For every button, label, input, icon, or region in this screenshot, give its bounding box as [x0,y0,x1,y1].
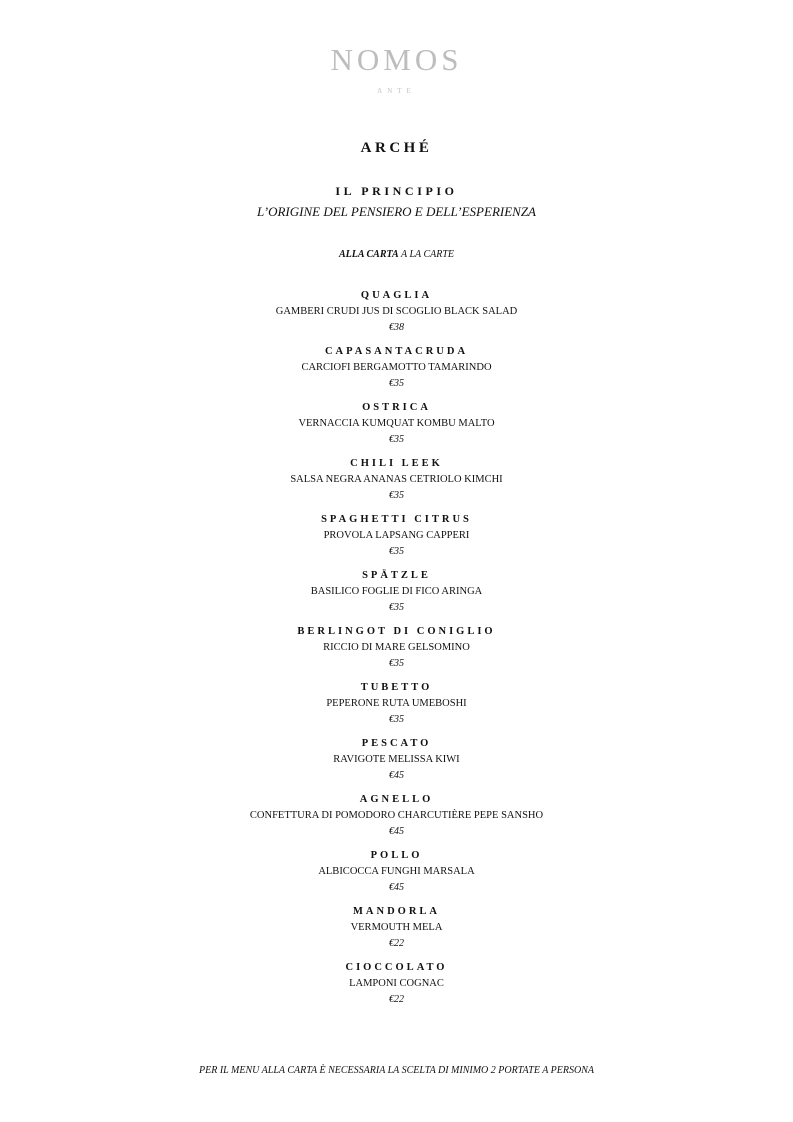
dish-description: SALSA NEGRA ANANAS CETRIOLO KIMCHI [290,474,503,485]
dish-description: RICCIO DI MARE GELSOMINO [323,642,470,653]
nomos-logo: NOMOS [330,42,463,77]
carta-label-french: A LA CARTE [398,249,455,260]
dish-price: €35 [389,490,404,501]
dish-price: €38 [389,322,404,333]
dish-description: GAMBERI CRUDI JUS DI SCOGLIO BLACK SALAD [275,306,518,317]
menu-item [0,736,793,792]
carta-label-italian: ALLA CARTA [338,249,399,260]
dish-description: PEPERONE RUTA UMEBOSHI [326,698,467,709]
dish-name: CAPASANTACRUDA [324,346,469,357]
menu-item [0,288,793,344]
dish-name: TUBETTO [360,682,433,693]
menu-title: ARCHÉ [360,140,433,156]
dish-name: AGNELLO [359,794,434,805]
dish-price: €35 [389,434,404,445]
dish-description: CARCIOFI BERGAMOTTO TAMARINDO [301,362,492,373]
menu-item [0,960,793,1016]
dish-price: €45 [389,770,404,781]
menu-item [0,624,793,680]
menu-item [0,512,793,568]
menu-item [0,344,793,400]
dish-description: PROVOLA LAPSANG CAPPERI [323,530,470,541]
menu-item [0,568,793,624]
menu-tagline: L’ORIGINE DEL PENSIERO E DELL’ESPERIENZA [257,204,536,219]
menu-item [0,680,793,736]
carta-heading [0,248,793,262]
dish-price: €35 [389,602,404,613]
dish-name: QUAGLIA [360,290,433,301]
dish-price: €35 [389,546,404,557]
dish-name: OSTRICA [362,402,431,413]
menu-footer-note: PER IL MENU ALLA CARTA È NECESSARIA LA SCELTA DI MINIMO 2 PORTATE A PERSONA [199,1065,594,1076]
dish-name: CHILI LEEK [350,458,443,469]
dish-name: MANDORLA [353,906,440,917]
dish-price: €35 [389,378,404,389]
menu-subtitle: IL PRINCIPIO [335,184,458,198]
dish-description: BASILICO FOGLIE DI FICO ARINGA [310,586,483,597]
dish-name: POLLO [370,850,423,861]
dish-price: €22 [389,938,404,949]
dish-price: €35 [389,714,404,725]
dish-name: SPÄTZLE [362,570,431,581]
dish-description: RAVIGOTE MELISSA KIWI [333,754,460,765]
dish-description: VERMOUTH MELA [350,922,443,933]
menu-item [0,400,793,456]
dish-name: CIOCCOLATO [345,962,448,973]
dish-price: €35 [389,658,404,669]
logo-subtitle: ANTE [377,87,416,95]
menu-item [0,848,793,904]
dish-name: BERLINGOT DI CONIGLIO [297,626,496,637]
menu-list [0,288,793,1016]
dish-description: CONFETTURA DI POMODORO CHARCUTIÈRE PEPE SANSHO [249,810,544,821]
dish-name: PESCATO [361,738,432,749]
menu-item [0,456,793,512]
dish-price: €22 [389,994,404,1005]
dish-price: €45 [389,826,404,837]
dish-price: €45 [389,882,404,893]
dish-description: LAMPONI COGNAC [349,978,444,989]
dish-name: SPAGHETTI CITRUS [321,514,472,525]
dish-description: ALBICOCCA FUNGHI MARSALA [318,866,475,877]
menu-item [0,904,793,960]
menu-item [0,792,793,848]
dish-description: VERNACCIA KUMQUAT KOMBU MALTO [298,418,495,429]
